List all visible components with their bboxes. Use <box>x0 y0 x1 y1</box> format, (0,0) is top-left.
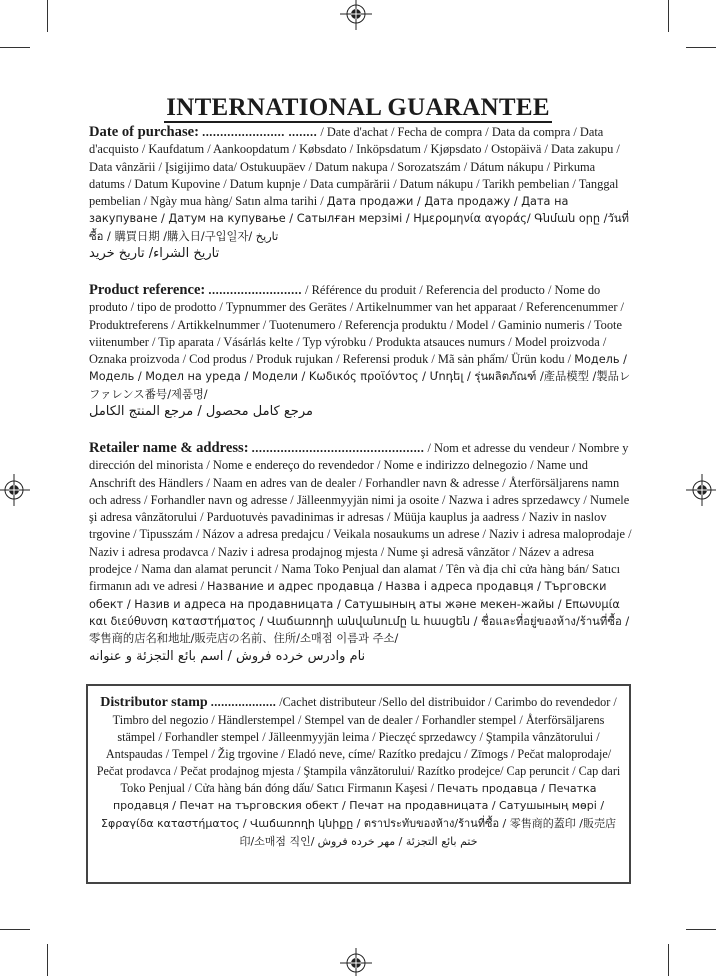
distributor-stamp-translations: /Cachet distributeur /Sello del distribuidor / Carimbo do revendedor / Timbro del negozio / Händlerstempel / Stempel van de dealer / Forhandler stempel / Återförsäljarens stämpel / Forhandler stempel / Jälleenmyyjän leima / Pieczęć sprzedawcy / Ştampila vânzătorului / Antspaudas / Tempel / Žig trgovine / Eladó neve, címe/ Razítko predajcu / Zīmogs / Pečat maloprodaje/ Pečat prodavca / Pečat prodajnog mjesta / Ştampila vânzătorului/ Razítko prodejce/ Cap peruncit / Cap dari Toko Penjual / Cửa hàng bán đóng dấu/ Satıcı Firmanın Kaşesi / <box>96 695 621 795</box>
product-reference-translations: / Référence du produit / Referencia del producto / Nome do produto / tipo de prodotto / Typnummer des Gerätes / Artikelnummer van het apparaat / Referencenummer / Produktreferens / Artikkelnummer / Tuotenumero / Referencja produktu / Model / Gaminio numeris / Toote viitenumber / Tip aparata / Vásárlás kelte / Typ výrobku / Produkta atsauces numurs / Model proizvoda / Oznaka proizvoda / Cod produs / Produk rujukan / Referensi produk / Mã sản phẩm/ Ürün kodu / <box>89 283 624 367</box>
date-of-purchase-arabic: تاريخ الشراء/ تاريخ خريد <box>89 246 220 262</box>
registration-mark-left <box>0 470 30 510</box>
crop-mark <box>668 0 669 32</box>
crop-mark <box>668 944 669 976</box>
product-reference-label: Product reference: <box>89 282 206 298</box>
distributor-stamp-arabic: ختم بائع التجزئة / مهر خرده فروش <box>317 835 478 849</box>
retailer-translations: / Nom et adresse du vendeur / Nombre y dirección del minorista / Nome e endereço do revendedor / Nome e indirizzo delnegozio / Name und Anschrift des Händlers / Naam en adres van de dealer / Forhandler navn & adresse / Återförsäljarens namn och adress / Forhandler navn og adresse / Jälleenmyyjän nimi ja osoite / Nazwa i adres sprzedawcy / Numele şi adresa vânzătorului / Parduotuvės pavadinimas ir adresas / Müüja kauplus ja aadress / Naziv in naslov trgovine / Tipusszám / Názov a adresa predajcu / Veikala nosaukums un adrese / Naziv i adresa maloprodaje / Naziv i adresa prodavca / Naziv i adresa prodajnog mjesta / Nume şi adresă vânzător / Název a adresa prodejce / Nama dan alamat peruncit / Nama Toko Penjual dan alamat / Tên và địa chỉ cửa hàng bán/ Satıcı firmanın adı ve adresi / <box>89 441 632 594</box>
crop-mark <box>47 0 48 32</box>
product-reference-arabic: مرجع كامل محصول / مرجع المنتج الكامل <box>89 404 313 420</box>
crop-mark <box>47 944 48 976</box>
date-of-purchase-translations-cyrillic: Дата продажи / Дата продажу / Дата на закупуване / Датум на купување / Сатылған мерзімі / Ημερομηνία αγοράς/ Գնման օրը /วันที่ซื้อ / 購買日期 /購入日/구입일자/ تاريخ <box>89 195 630 243</box>
retailer-arabic: نام وادرس خرده فروش / اسم بائع التجزئة و عنوانه <box>89 648 366 664</box>
date-of-purchase-label: Date of purchase: <box>89 124 199 140</box>
distributor-stamp-box <box>86 684 631 884</box>
crop-mark <box>686 929 716 930</box>
retailer-translations-cyrillic: Название и адрес продавца / Назва і адреса продавця / Търговски обект / Назив и адреса на продавницата / Сатушының аты және мекен-жайы / Επωνυμία και διεύθυνση καταστήματος / Վաճառողի անվանումը և հասցեն / ชื่อและที่อยู่ของห้าง/ร้านที่ซื้อ /零售商的店名和地址/販売店の名前、住所/소매점 이름과 주소/ <box>89 580 630 646</box>
retailer-section <box>89 440 633 665</box>
registration-mark-right <box>686 470 716 510</box>
date-of-purchase-dots: ....................... ........ <box>202 125 318 139</box>
product-reference-section <box>89 282 633 420</box>
page-title <box>0 94 716 122</box>
distributor-stamp-label: Distributor stamp <box>100 695 208 710</box>
registration-mark-top <box>336 0 376 30</box>
product-reference-dots: .......................... <box>208 283 302 297</box>
crop-mark <box>0 929 30 930</box>
date-of-purchase-translations: / Date d'achat / Fecha de compra / Data da compra / Data d'acquisto / Kaufdatum / Aankoopdatum / Købsdato / Inköpsdatum / Kjøpsdato / Ostopäivä / Data zakupu / Data vânzării / Įsigijimo data/ Ostukuupäev / Datum nakupa / Sorozatszám / Dátum nákupu / Pirkuma datums / Datum Kupovine / Datum kupnje / Data cumpărării / Datum nákupu / Tarikh pembelian / Tanggal pembelian / Ngày mua hàng/ Satın alma tarihi / <box>89 125 620 209</box>
registration-mark-bottom <box>336 948 376 976</box>
crop-mark <box>686 47 716 48</box>
date-of-purchase-section <box>89 124 633 262</box>
distributor-stamp-translations-cyrillic: Печать продавца / Печатка продавця / Печат на търговския обект / Печат на продавницата / Сатушының мөрі / Σφραγίδα καταστήματος / Վաճառողի կնիքը / ตราประทับของห้าง/ร้านที่ซื้อ / 零售商的蓋印 /販売店印/소매점 직인/ <box>101 781 616 849</box>
product-reference-translations-cyrillic: Модель / Модель / Модел на уреда / Модели / Κωδικός προϊόντος / Մոդել / รุ่นผลิตภัณฑ์ /產品模型 /製品レファレンス番号/제품명/ <box>89 353 631 401</box>
crop-mark <box>0 47 30 48</box>
distributor-stamp-dots: ................... <box>210 695 277 709</box>
retailer-label: Retailer name & address: <box>89 440 249 456</box>
retailer-dots: ................................................ <box>251 441 425 455</box>
page-title-text: INTERNATIONAL GUARANTEE <box>166 94 550 121</box>
